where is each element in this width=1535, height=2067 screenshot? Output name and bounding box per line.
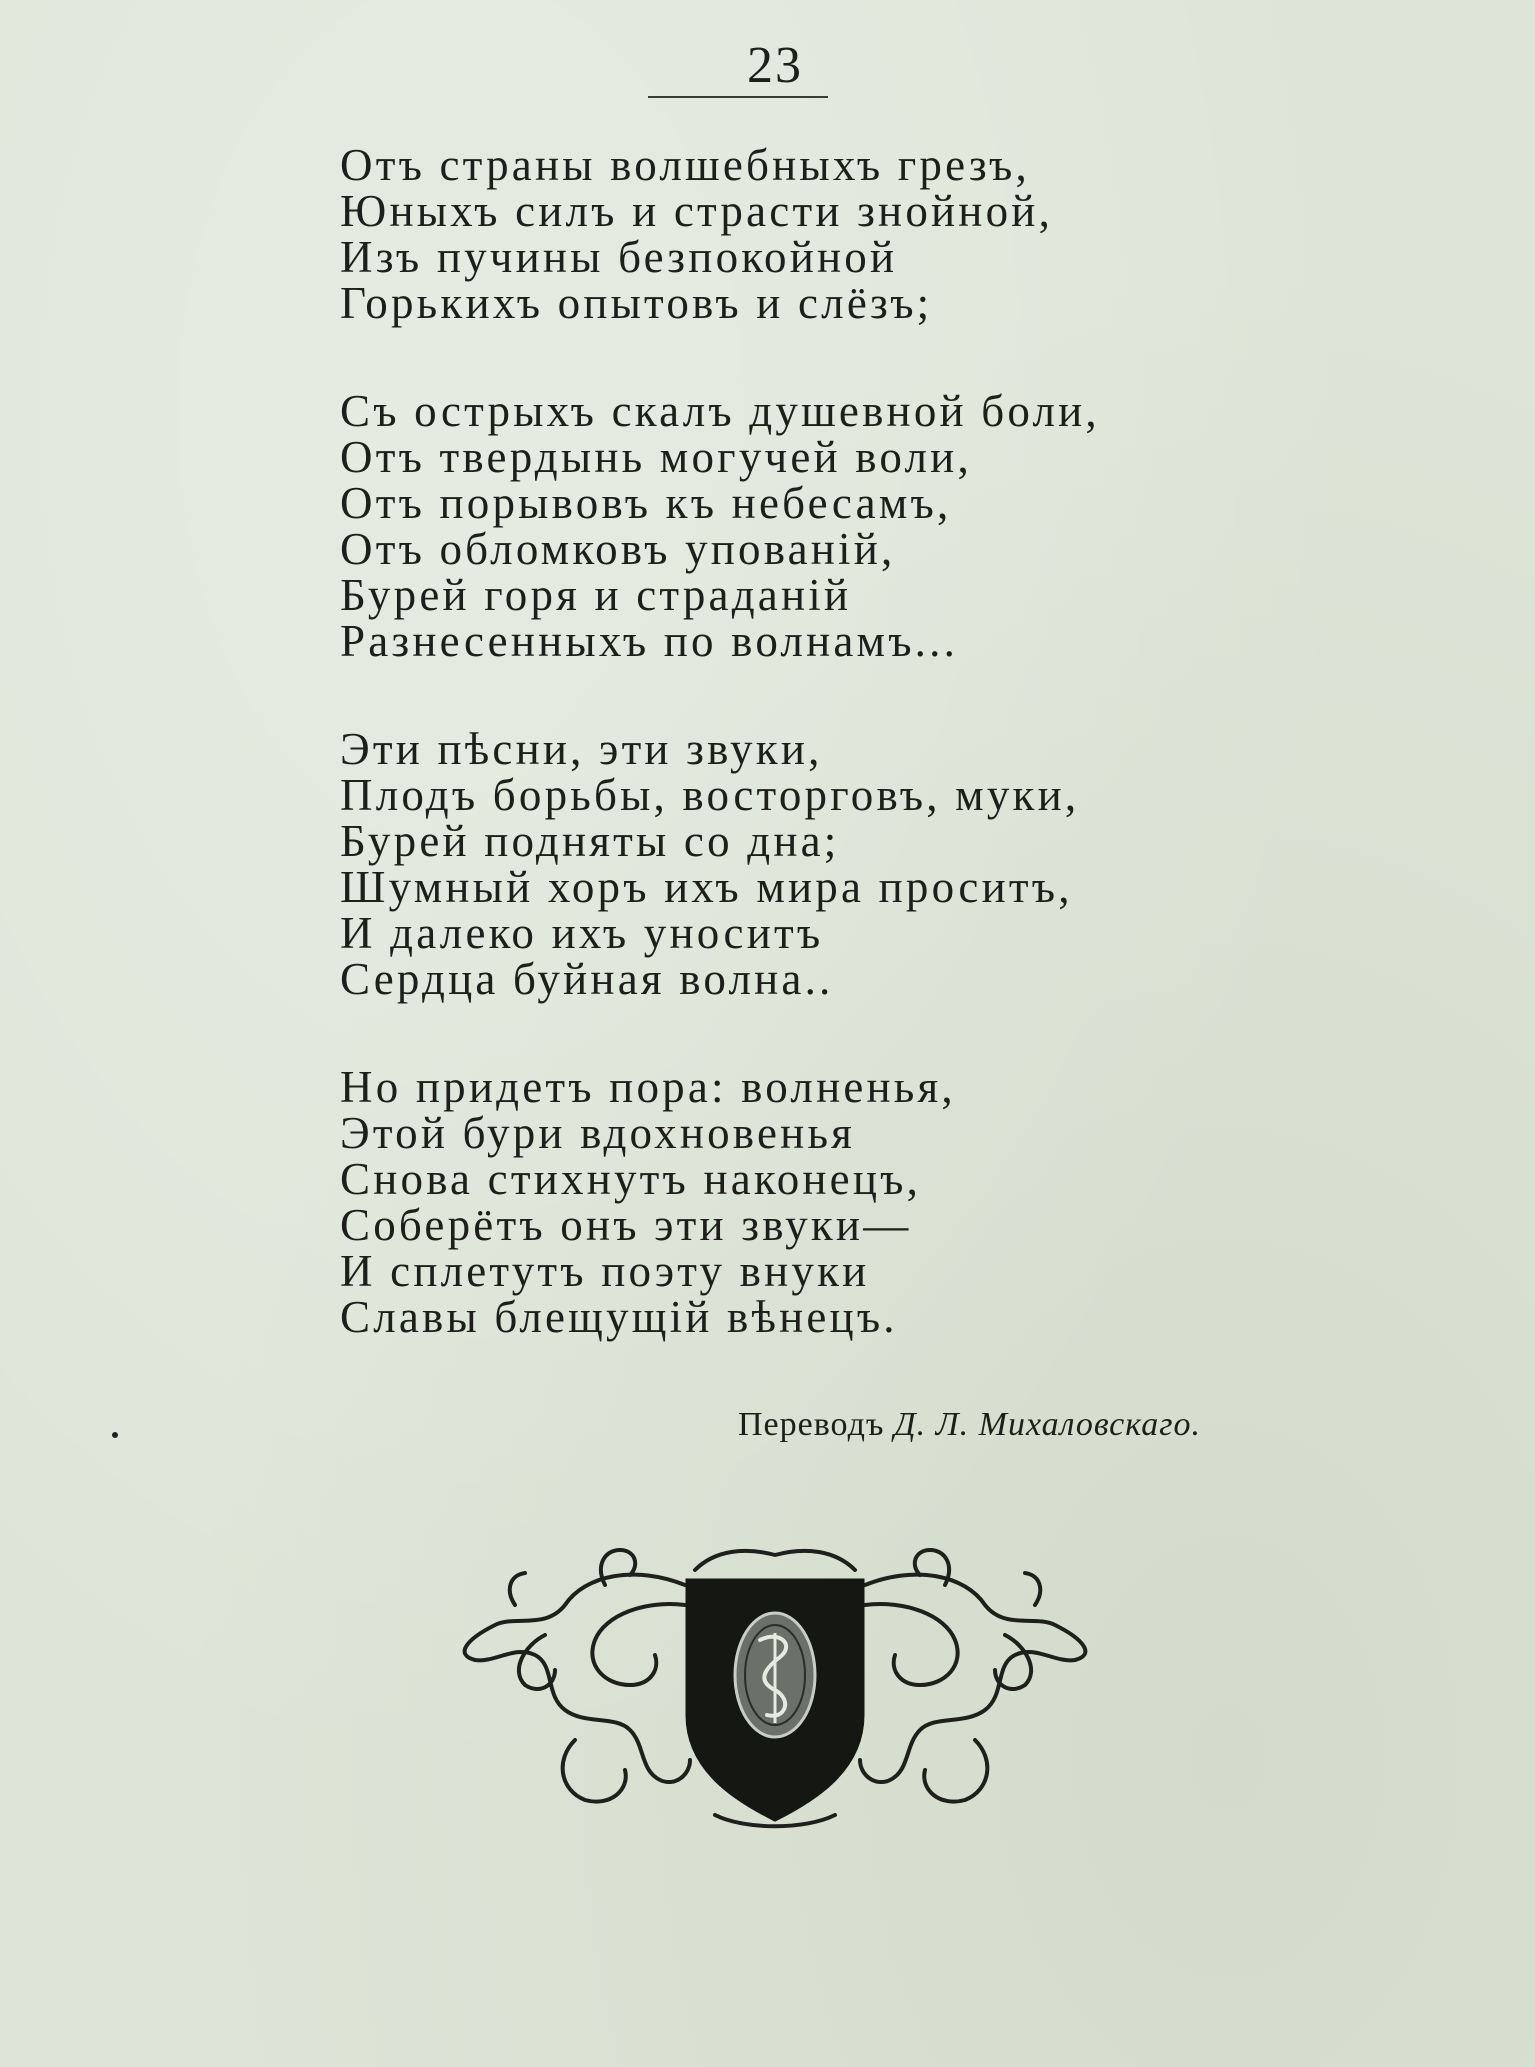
stanza-2 bbox=[340, 388, 1240, 664]
poem-line: Плодъ борьбы, восторговъ, муки, bbox=[340, 770, 1080, 820]
poem-line: Юныхъ силъ и страсти знойной, bbox=[340, 186, 1054, 236]
poem-line: Снова стихнутъ наконецъ, bbox=[340, 1154, 922, 1204]
poem-line: Шумный хоръ ихъ мира проситъ, bbox=[340, 862, 1073, 912]
poem-line: Но придетъ пора: волненья, bbox=[340, 1062, 956, 1112]
poem-line: Соберётъ онъ эти звуки— bbox=[340, 1200, 912, 1250]
poem-line: Сердца буйная волна.. bbox=[340, 954, 834, 1004]
stanza-4 bbox=[340, 1064, 1240, 1340]
stanza-3 bbox=[340, 726, 1240, 1002]
poem-line: Съ острыхъ скалъ душевной боли, bbox=[340, 386, 1100, 436]
poem-line: Отъ порывовъ къ небесамъ, bbox=[340, 478, 952, 528]
poem-line: Отъ твердынь могучей воли, bbox=[340, 432, 972, 482]
poem-line: И далеко ихъ уноситъ bbox=[340, 908, 824, 958]
poem-line: И сплетутъ поэту внуки bbox=[340, 1246, 870, 1296]
stray-mark bbox=[112, 1432, 118, 1438]
stanza-1 bbox=[340, 142, 1240, 326]
poem-line: Горькихъ опытовъ и слёзъ; bbox=[340, 278, 933, 328]
poem-line: Эти пѣсни, эти звуки, bbox=[340, 724, 823, 774]
page-number-rule bbox=[648, 96, 828, 98]
poem-line: Этой бури вдохновенья bbox=[340, 1108, 856, 1158]
heraldic-shield-ornament-icon bbox=[455, 1545, 1095, 1835]
poem-line: Отъ страны волшебныхъ грезъ, bbox=[340, 140, 1030, 190]
translator-attribution bbox=[738, 1406, 1201, 1444]
page-number: 23 bbox=[747, 37, 803, 94]
poem-line: Бурей горя и страданій bbox=[340, 570, 852, 620]
translator-name: Д. Л. Михаловскаго. bbox=[893, 1406, 1202, 1443]
poem-line: Изъ пучины безпокойной bbox=[340, 232, 898, 282]
poem bbox=[340, 142, 1240, 1402]
poem-line: Отъ обломковъ упованій, bbox=[340, 524, 896, 574]
poem-line: Славы блещущій вѣнецъ. bbox=[340, 1292, 898, 1342]
poem-line: Бурей подняты со дна; bbox=[340, 816, 840, 866]
attribution-prefix: Переводъ bbox=[738, 1406, 885, 1443]
poem-line: Разнесенныхъ по волнамъ... bbox=[340, 616, 959, 666]
